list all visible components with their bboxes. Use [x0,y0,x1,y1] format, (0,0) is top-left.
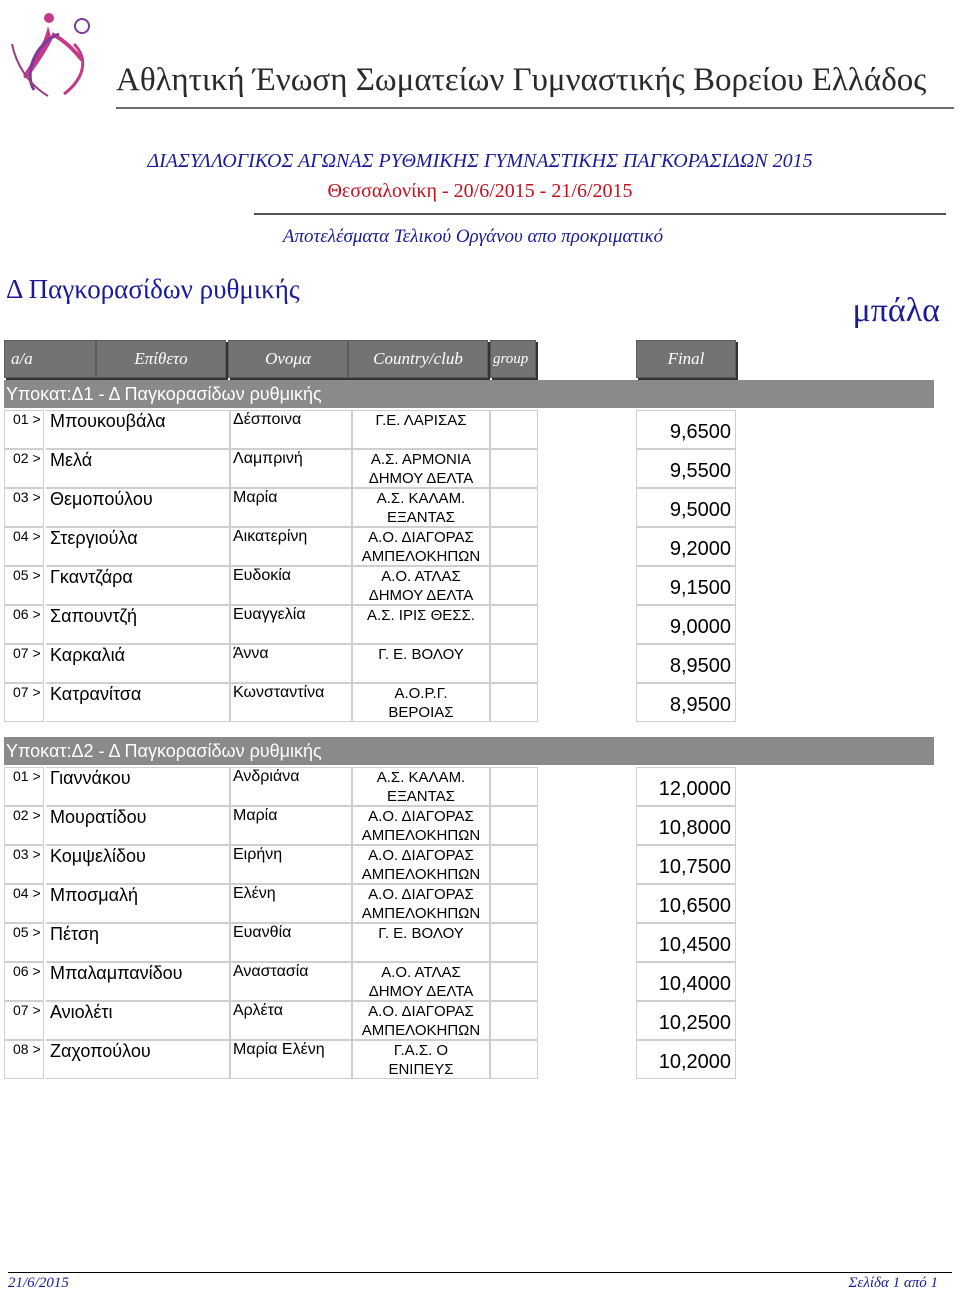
rank-text: 04 > [13,528,41,544]
rank-text: 06 > [13,963,41,979]
final-cell [636,605,736,644]
surname-cell [46,566,230,605]
final-cell [636,410,736,449]
name-cell [230,845,352,884]
club-cell [352,884,490,923]
section-header: Υποκατ:Δ1 - Δ Παγκορασίδων ρυθμικής [4,380,934,408]
club-text: Α.Σ. ΑΡΜΟΝΙΑ ΔΗΜΟΥ ΔΕΛΤΑ [368,451,474,487]
club-text: Γ. Ε. ΒΟΛΟΥ [378,925,464,942]
name-cell [230,767,352,806]
club-cell [352,488,490,527]
club-cell [352,566,490,605]
final-cell [636,1040,736,1079]
final-score: 10,2000 [658,1051,731,1073]
name-cell [230,644,352,683]
table-row [4,845,736,884]
surname-text: Θεμοπούλου [50,489,153,509]
group-cell [490,923,538,962]
table-row [4,566,736,605]
rank-cell [4,449,44,488]
club-cell [352,923,490,962]
surname-text: Ανιολέτι [50,1002,113,1022]
final-cell [636,449,736,488]
table-row [4,488,736,527]
club-text: Α.Ο. ΔΙΑΓΟΡΑΣ ΑΜΠΕΛΟΚΗΠΩΝ [361,1003,481,1039]
club-cell [352,683,490,722]
rank-text: 01 > [13,768,41,784]
table-row [4,683,736,722]
group-cell [490,410,538,449]
final-score: 9,2000 [669,538,731,560]
name-text: Αναστασία [233,963,309,980]
surname-text: Ζαχοπούλου [50,1041,151,1061]
final-cell [636,884,736,923]
club-text: Γ. Ε. ΒΟΛΟΥ [378,646,464,663]
rank-text: 07 > [13,684,41,700]
rank-cell [4,962,44,1001]
rank-text: 07 > [13,645,41,661]
club-cell [352,767,490,806]
col-aa: a/a [4,340,96,378]
competition-subtitle: Θεσσαλονίκη - 20/6/2015 - 21/6/2015 [327,180,633,202]
rank-cell [4,605,44,644]
rank-cell [4,410,44,449]
rank-text: 05 > [13,924,41,940]
rank-cell [4,884,44,923]
table-row [4,605,736,644]
table-row [4,806,736,845]
rank-cell [4,527,44,566]
final-cell [636,644,736,683]
name-text: Ειρήνη [233,846,283,863]
group-cell [490,884,538,923]
header-divider [116,107,954,109]
rank-cell [4,845,44,884]
final-score: 9,0000 [669,616,731,638]
final-score: 10,7500 [658,856,731,878]
name-text: Μαρία Ελένη [233,1041,325,1058]
rank-text: 06 > [13,606,41,622]
surname-text: Μπουκουβάλα [50,411,166,431]
final-score: 8,9500 [669,694,731,716]
name-text: Ευανθία [233,924,292,941]
club-text: Α.Ο. ΑΤΛΑΣ ΔΗΜΟΥ ΔΕΛΤΑ [368,964,474,1000]
name-text: Αρλέτα [233,1002,283,1019]
group-cell [490,449,538,488]
group-cell [490,767,538,806]
rank-text: 03 > [13,489,41,505]
name-text: Μαρία [233,807,278,824]
group-cell [490,845,538,884]
final-score: 9,5500 [669,460,731,482]
organization-title: Αθλητική Ένωση Σωματείων Γυμναστικής Βορείου Ελλάδος [116,62,927,98]
group-cell [490,527,538,566]
rank-cell [4,644,44,683]
name-cell [230,449,352,488]
group-cell [490,605,538,644]
final-cell [636,527,736,566]
club-cell [352,527,490,566]
surname-text: Γκαντζάρα [50,567,133,587]
name-text: Ευαγγελία [233,606,306,623]
name-cell [230,566,352,605]
results-title: Αποτελέσματα Τελικού Οργάνου απο προκριματικό [282,226,664,247]
surname-cell [46,410,230,449]
club-text: Α.Ο. ΔΙΑΓΟΡΑΣ ΑΜΠΕΛΟΚΗΠΩΝ [361,886,481,922]
table-row [4,962,736,1001]
surname-cell [46,884,230,923]
surname-cell [46,923,230,962]
club-text: Α.Ο. ΑΤΛΑΣ ΔΗΜΟΥ ΔΕΛΤΑ [368,568,474,604]
surname-text: Καρκαλιά [50,645,126,665]
category-title: Δ Παγκορασίδων ρυθμικής [6,274,300,304]
surname-cell [46,806,230,845]
surname-cell [46,962,230,1001]
final-cell [636,683,736,722]
name-cell [230,683,352,722]
table-row [4,1040,736,1079]
table-row [4,644,736,683]
club-text: Α.Σ. ΙΡΙΣ ΘΕΣΣ. [367,607,475,624]
surname-text: Κομψελίδου [50,846,146,866]
name-text: Ανδριάνα [233,768,300,785]
rank-cell [4,1001,44,1040]
surname-cell [46,845,230,884]
club-cell [352,1040,490,1079]
surname-cell [46,488,230,527]
rank-text: 07 > [13,1002,41,1018]
club-text: Α.Ο.Ρ.Γ. ΒΕΡΟΙΑΣ [388,685,454,721]
name-text: Μαρία [233,489,278,506]
final-score: 9,5000 [669,499,731,521]
table-row [4,884,736,923]
surname-cell [46,449,230,488]
footer-page-number: Σελίδα 1 από 1 [848,1275,938,1291]
rank-cell [4,767,44,806]
name-text: Ευδοκία [233,567,292,584]
table-header [4,340,936,380]
final-score: 12,0000 [658,778,731,800]
table-row [4,527,736,566]
group-cell [490,806,538,845]
name-cell [230,488,352,527]
group-cell [490,644,538,683]
surname-text: Μελά [50,450,93,470]
surname-cell [46,605,230,644]
col-surname: Επίθετο [96,340,226,378]
surname-text: Κατρανίτσα [50,684,142,704]
club-cell [352,605,490,644]
final-score: 10,2500 [658,1012,731,1034]
table-row [4,410,736,449]
name-text: Άννα [233,645,269,662]
final-cell [636,962,736,1001]
surname-text: Μπαλαμπανίδου [50,963,183,983]
name-cell [230,923,352,962]
group-cell [490,962,538,1001]
club-cell [352,962,490,1001]
final-cell [636,806,736,845]
final-cell [636,923,736,962]
final-cell [636,1001,736,1040]
club-text: Α.Ο. ΔΙΑΓΟΡΑΣ ΑΜΠΕΛΟΚΗΠΩΝ [361,847,481,883]
name-text: Κωνσταντίνα [233,684,325,701]
group-cell [490,1001,538,1040]
final-cell [636,845,736,884]
rank-cell [4,923,44,962]
final-score: 10,4500 [658,934,731,956]
club-cell [352,449,490,488]
name-cell [230,410,352,449]
group-cell [490,566,538,605]
surname-text: Στεργιούλα [50,528,138,548]
name-cell [230,806,352,845]
col-group: group [490,340,536,378]
competition-title: ΔΙΑΣΥΛΛΟΓΙΚΟΣ ΑΓΩΝΑΣ ΡΥΘΜΙΚΗΣ ΓΥΜΝΑΣΤΙΚΗΣ ΠΑΓΚΟΡΑΣΙΔΩΝ 2015 [147,150,813,172]
club-cell [352,1001,490,1040]
rank-text: 08 > [13,1041,41,1057]
rank-text: 02 > [13,807,41,823]
rank-text: 01 > [13,411,41,427]
name-cell [230,962,352,1001]
surname-cell [46,767,230,806]
final-score: 10,8000 [658,817,731,839]
surname-cell [46,1001,230,1040]
name-text: Λαμπρινή [233,450,303,467]
name-text: Αικατερίνη [233,528,308,545]
final-score: 9,1500 [669,577,731,599]
name-cell [230,884,352,923]
surname-text: Μουρατίδου [50,807,147,827]
table-row [4,767,736,806]
final-score: 10,4000 [658,973,731,995]
surname-cell [46,527,230,566]
club-cell [352,410,490,449]
apparatus-label: μπάλα [852,292,940,329]
surname-cell [46,683,230,722]
rank-cell [4,566,44,605]
final-score: 10,6500 [658,895,731,917]
footer-date: 21/6/2015 [8,1275,69,1291]
group-cell [490,683,538,722]
club-text: Α.Σ. ΚΑΛΑΜ. ΕΞΑΝΤΑΣ [376,769,466,805]
name-cell [230,1040,352,1079]
group-cell [490,1040,538,1079]
surname-text: Μποσμαλή [50,885,139,905]
final-cell [636,566,736,605]
final-score: 8,9500 [669,655,731,677]
rank-cell [4,806,44,845]
club-text: Α.Ο. ΔΙΑΓΟΡΑΣ ΑΜΠΕΛΟΚΗΠΩΝ [361,529,481,565]
club-cell [352,644,490,683]
title-divider [254,213,946,215]
table-row [4,1001,736,1040]
col-name: Ονομα [228,340,348,378]
surname-cell [46,644,230,683]
table-row [4,923,736,962]
club-text: Γ.Ε. ΛΑΡΙΣΑΣ [375,412,467,429]
name-text: Ελένη [233,885,276,902]
name-cell [230,1001,352,1040]
group-cell [490,488,538,527]
club-text: Γ.Α.Σ. Ο ΕΝΙΠΕΥΣ [388,1042,454,1078]
section-header: Υποκατ:Δ2 - Δ Παγκορασίδων ρυθμικής [4,737,934,765]
final-cell [636,767,736,806]
rank-cell [4,683,44,722]
final-score: 9,6500 [669,421,731,443]
gymnast-logo-icon [4,4,114,104]
surname-text: Πέτση [50,924,99,944]
table-row [4,449,736,488]
club-text: Α.Σ. ΚΑΛΑΜ. ΕΞΑΝΤΑΣ [376,490,466,526]
club-text: Α.Ο. ΔΙΑΓΟΡΑΣ ΑΜΠΕΛΟΚΗΠΩΝ [361,808,481,844]
name-cell [230,527,352,566]
rank-text: 03 > [13,846,41,862]
rank-cell [4,1040,44,1079]
rank-text: 02 > [13,450,41,466]
rank-cell [4,488,44,527]
surname-text: Σαπουντζή [50,606,138,626]
club-cell [352,845,490,884]
name-text: Δέσποινα [233,411,302,428]
name-cell [230,605,352,644]
surname-text: Γιαννάκου [50,768,131,788]
rank-text: 05 > [13,567,41,583]
footer-divider [8,1272,952,1273]
club-cell [352,806,490,845]
col-final: Final [636,340,736,378]
col-club: Country/club [348,340,488,378]
rank-text: 04 > [13,885,41,901]
final-cell [636,488,736,527]
surname-cell [46,1040,230,1079]
